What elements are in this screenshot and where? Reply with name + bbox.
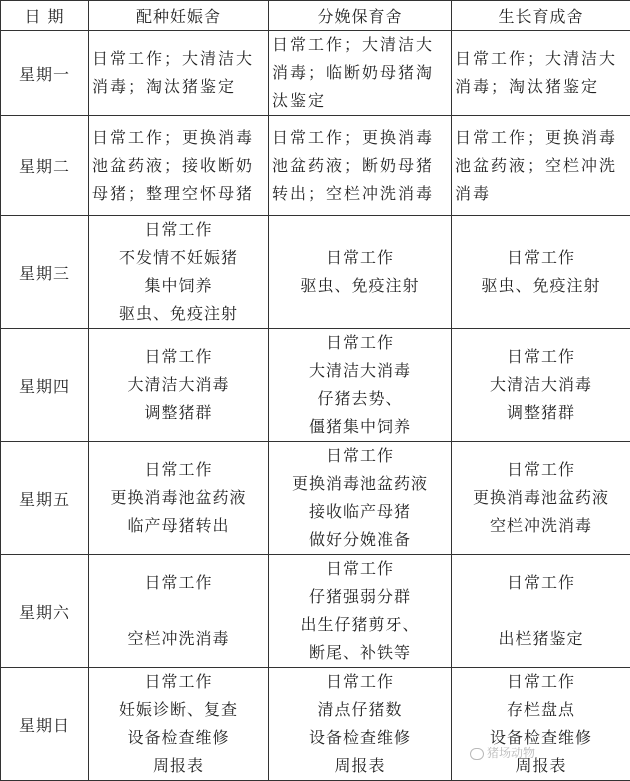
cell-farrowing: 日常工作 大清洁大消毒 仔猪去势、 僵猪集中饲养 <box>269 329 452 442</box>
cell-breeding: 日常工作 空栏冲洗消毒 <box>89 555 269 668</box>
cell-growing: 日常工作 出栏猪鉴定 <box>452 555 630 668</box>
header-breeding-gestation: 配种妊娠舍 <box>89 1 269 31</box>
cell-growing: 日常工作 更换消毒池盆药液 空栏冲洗消毒 <box>452 442 630 555</box>
day-cell: 星期二 <box>1 116 89 216</box>
wechat-icon <box>470 748 484 760</box>
cell-farrowing: 日常工作 仔猪强弱分群 出生仔猪剪牙、 断尾、补铁等 <box>269 555 452 668</box>
cell-farrowing: 日常工作 驱虫、免疫注射 <box>269 216 452 329</box>
table-row <box>1 668 630 781</box>
day-cell: 星期五 <box>1 442 89 555</box>
table-row <box>1 216 630 329</box>
day-cell: 星期四 <box>1 329 89 442</box>
table-row <box>1 329 630 442</box>
cell-farrowing: 日常工作；更换消毒 池盆药液；断奶母猪 转出；空栏冲洗消毒 <box>269 116 452 216</box>
cell-growing: 日常工作 存栏盘点 设备检查维修 周报表 <box>452 668 630 781</box>
header-grow-finish: 生长育成舍 <box>452 1 630 31</box>
cell-growing: 日常工作 大清洁大消毒 调整猪群 <box>452 329 630 442</box>
day-cell: 星期六 <box>1 555 89 668</box>
cell-breeding: 日常工作；大清洁大 消毒；淘汰猪鉴定 <box>89 31 269 116</box>
cell-farrowing: 日常工作 更换消毒池盆药液 接收临产母猪 做好分娩准备 <box>269 442 452 555</box>
header-farrowing-nursery: 分娩保育舍 <box>269 1 452 31</box>
cell-breeding: 日常工作 妊娠诊断、复查 设备检查维修 周报表 <box>89 668 269 781</box>
header-row <box>1 1 630 31</box>
cell-farrowing: 日常工作 清点仔猪数 设备检查维修 周报表 <box>269 668 452 781</box>
table-row <box>1 31 630 116</box>
day-cell: 星期日 <box>1 668 89 781</box>
cell-growing: 日常工作；更换消毒 池盆药液；空栏冲洗 消毒 <box>452 116 630 216</box>
watermark-text: 猪场动物 <box>487 746 535 760</box>
cell-breeding: 日常工作 更换消毒池盆药液 临产母猪转出 <box>89 442 269 555</box>
cell-breeding: 日常工作；更换消毒 池盆药液；接收断奶 母猪；整理空怀母猪 <box>89 116 269 216</box>
day-cell: 星期三 <box>1 216 89 329</box>
table-row <box>1 555 630 668</box>
day-cell: 星期一 <box>1 31 89 116</box>
cell-farrowing: 日常工作；大清洁大 消毒；临断奶母猪淘 汰鉴定 <box>269 31 452 116</box>
cell-growing: 日常工作；大清洁大 消毒；淘汰猪鉴定 <box>452 31 630 116</box>
header-day: 日 期 <box>1 1 89 31</box>
table-row <box>1 116 630 216</box>
watermark <box>470 744 535 761</box>
cell-growing: 日常工作 驱虫、免疫注射 <box>452 216 630 329</box>
table-row <box>1 442 630 555</box>
cell-breeding: 日常工作 不发情不妊娠猪 集中饲养 驱虫、免疫注射 <box>89 216 269 329</box>
cell-breeding: 日常工作 大清洁大消毒 调整猪群 <box>89 329 269 442</box>
